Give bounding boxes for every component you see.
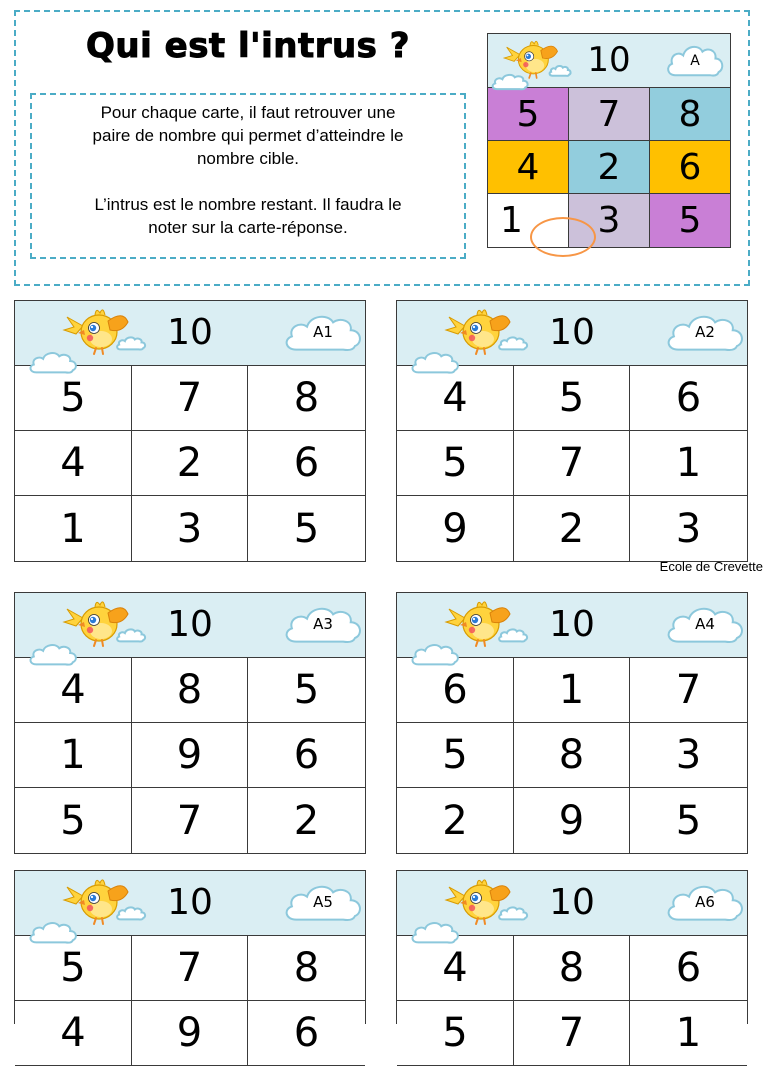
card-label-badge <box>663 880 747 924</box>
example-number-cell <box>650 141 730 194</box>
number-cell: 8 <box>132 658 248 723</box>
target-number: 10 <box>167 604 213 645</box>
number-cell: 6 <box>630 366 747 431</box>
instruction-line: L’intrus est le nombre restant. Il faudra le <box>94 195 402 214</box>
number-cell: 7 <box>630 658 747 723</box>
number-cell: 5 <box>15 936 132 1001</box>
example-number-cell <box>569 88 650 141</box>
target-number: 10 <box>587 40 631 80</box>
credit-text: Ecole de Crevette <box>659 559 763 574</box>
card-label-badge <box>281 310 365 354</box>
instruction-paragraph <box>32 101 464 170</box>
number-cell: 4 <box>15 1001 132 1066</box>
cell-value: 5 <box>678 200 702 241</box>
cell-value: 7 <box>597 93 621 135</box>
example-number-grid <box>488 88 730 247</box>
card-label-badge <box>281 602 365 646</box>
puzzle-card <box>14 300 366 562</box>
number-cell: 6 <box>248 723 365 788</box>
number-cell: 5 <box>15 788 132 853</box>
instructions-box <box>30 93 466 259</box>
number-cell: 1 <box>630 431 747 496</box>
number-cell: 4 <box>15 658 132 723</box>
example-card-header <box>488 34 730 88</box>
number-cell: 5 <box>675 797 702 844</box>
puzzle-card <box>396 592 748 854</box>
number-cell: 8 <box>248 366 365 431</box>
number-grid <box>15 366 365 561</box>
number-cell: 5 <box>15 366 132 431</box>
example-number-cell <box>488 141 569 194</box>
number-cell: 7 <box>514 431 630 496</box>
number-cell: 4 <box>397 366 514 431</box>
instruction-line: Pour chaque carte, il faut retrouver une <box>100 103 396 122</box>
number-cell: 5 <box>397 431 514 496</box>
card-label: A4 <box>695 615 715 633</box>
cell-value: 5 <box>516 93 540 135</box>
number-cell: 3 <box>675 505 702 552</box>
card-label: A3 <box>313 615 333 633</box>
cell-value: 8 <box>678 93 702 135</box>
number-cell: 5 <box>397 1001 514 1066</box>
card-label: A <box>690 53 700 69</box>
instruction-line: paire de nombre qui permet d’atteindre le <box>92 126 404 145</box>
number-cell: 9 <box>132 1001 248 1066</box>
card-label: A2 <box>695 323 715 341</box>
example-number-cell <box>569 141 650 194</box>
number-cell: 5 <box>293 505 320 552</box>
number-cell: 1 <box>630 1001 747 1066</box>
number-cell: 7 <box>132 936 248 1001</box>
number-cell: 7 <box>132 366 248 431</box>
example-number-cell <box>650 194 730 247</box>
number-cell: 9 <box>514 788 630 853</box>
number-cell: 2 <box>397 788 514 853</box>
cell-value: 2 <box>597 146 621 188</box>
number-cell: 4 <box>397 936 514 1001</box>
number-cell: 7 <box>132 788 248 853</box>
number-cell: 9 <box>397 496 514 561</box>
card-label: A1 <box>313 323 333 341</box>
number-cell: 5 <box>248 658 365 723</box>
number-cell: 1 <box>514 658 630 723</box>
puzzle-card <box>396 300 748 562</box>
target-number: 10 <box>549 312 595 353</box>
number-cell: 2 <box>132 431 248 496</box>
answer-circle <box>530 217 596 257</box>
instruction-line: noter sur la carte-réponse. <box>148 218 348 237</box>
number-grid <box>15 936 365 1066</box>
number-cell: 5 <box>514 366 630 431</box>
card-label-badge <box>663 310 747 354</box>
card-header <box>15 871 365 936</box>
number-cell: 6 <box>630 936 747 1001</box>
example-card <box>487 33 731 248</box>
number-cell: 8 <box>248 936 365 1001</box>
card-label-badge <box>664 41 726 79</box>
target-number: 10 <box>549 604 595 645</box>
number-cell: 8 <box>514 936 630 1001</box>
number-grid <box>397 936 747 1066</box>
example-number-cell <box>488 88 569 141</box>
card-header <box>397 593 747 658</box>
example-number-cell <box>650 88 730 141</box>
target-number: 10 <box>167 312 213 353</box>
number-cell: 6 <box>248 431 365 496</box>
number-grid <box>397 366 747 561</box>
number-cell: 9 <box>132 723 248 788</box>
number-cell: 1 <box>15 496 132 561</box>
puzzle-card <box>396 870 748 1056</box>
card-header <box>15 301 365 366</box>
number-grid <box>397 658 747 853</box>
cell-value: 4 <box>516 146 540 188</box>
number-cell: 8 <box>514 723 630 788</box>
card-header <box>397 871 747 936</box>
number-cell: 7 <box>514 1001 630 1066</box>
puzzle-card <box>14 870 366 1056</box>
number-cell: 1 <box>15 723 132 788</box>
instruction-line: nombre cible. <box>196 149 300 168</box>
target-number: 10 <box>549 882 595 923</box>
number-cell: 6 <box>397 658 514 723</box>
example-number-cell <box>488 194 569 247</box>
puzzle-card <box>14 592 366 854</box>
target-number: 10 <box>167 882 213 923</box>
number-cell: 3 <box>630 723 747 788</box>
card-label: A6 <box>695 893 715 911</box>
number-cell: 2 <box>514 496 630 561</box>
number-grid <box>15 658 365 853</box>
instruction-paragraph <box>32 193 464 239</box>
card-header <box>397 301 747 366</box>
number-cell: 2 <box>293 797 320 844</box>
number-cell: 4 <box>15 431 132 496</box>
card-label-badge <box>663 602 747 646</box>
cell-value: 6 <box>678 146 702 188</box>
cell-value: 1 <box>500 200 523 241</box>
page-title: Qui est l'intrus ? <box>86 26 410 66</box>
card-label: A5 <box>313 893 333 911</box>
number-cell: 6 <box>248 1001 365 1066</box>
cell-value: 3 <box>597 200 621 241</box>
number-cell: 5 <box>397 723 514 788</box>
card-label-badge <box>281 880 365 924</box>
number-cell: 3 <box>132 496 248 561</box>
card-header <box>15 593 365 658</box>
